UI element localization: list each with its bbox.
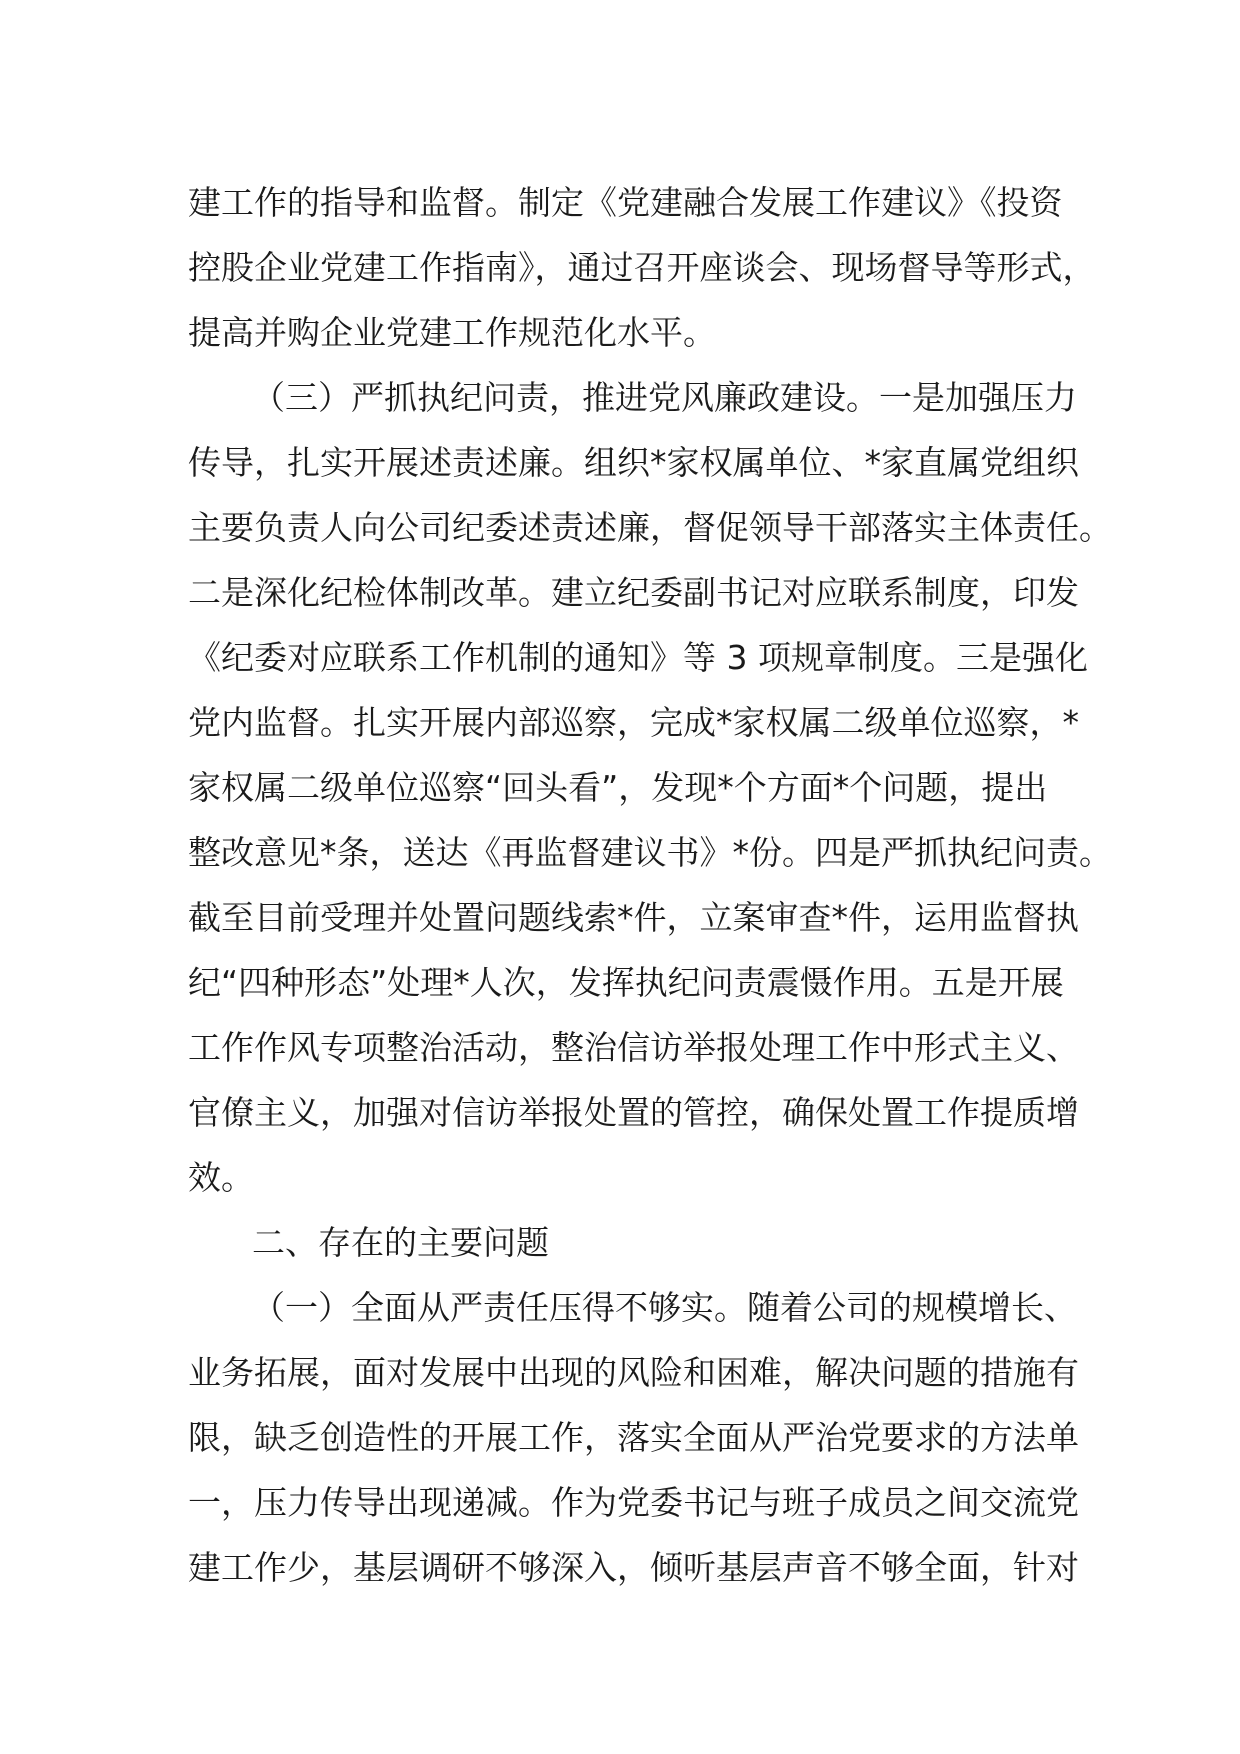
paragraph-line: 业务拓展，面对发展中出现的风险和困难，解决问题的措施有 [188, 1353, 1079, 1392]
paragraph-line: 整改意见*条，送达《再监督建议书》*份。四是严抓执纪问责。 [188, 833, 1112, 872]
section-heading-line: （三）严抓执纪问责，推进党风廉政建设。一是加强压力 [252, 378, 1077, 417]
section-title: 二、存在的主要问题 [252, 1223, 549, 1262]
subsection-heading-line: （一）全面从严责任压得不够实。随着公司的规模增长、 [252, 1288, 1077, 1327]
paragraph-line: 建工作少，基层调研不够深入，倾听基层声音不够全面，针对 [188, 1548, 1079, 1587]
document-body [188, 170, 1112, 1600]
paragraph-line: 传导，扎实开展述责述廉。组织*家权属单位、*家直属党组织 [188, 443, 1079, 482]
paragraph-line: 官僚主义，加强对信访举报处置的管控，确保处置工作提质增 [188, 1093, 1079, 1132]
paragraph-line: 截至目前受理并处置问题线索*件，立案审查*件，运用监督执 [188, 898, 1079, 937]
paragraph-line: 家权属二级单位巡察“回头看”，发现*个方面*个问题，提出 [188, 768, 1048, 807]
paragraph-line: 控股企业党建工作指南》，通过召开座谈会、现场督导等形式， [188, 248, 1096, 287]
paragraph-line: 工作作风专项整治活动，整治信访举报处理工作中形式主义、 [188, 1028, 1079, 1067]
paragraph-line: 纪“四种形态”处理*人次，发挥执纪问责震慑作用。五是开展 [188, 963, 1064, 1002]
paragraph-line: 党内监督。扎实开展内部巡察，完成*家权属二级单位巡察，* [188, 703, 1079, 742]
paragraph-line: 一，压力传导出现递减。作为党委书记与班子成员之间交流党 [188, 1483, 1079, 1522]
paragraph-line: 提高并购企业党建工作规范化水平。 [188, 313, 716, 352]
paragraph-line: 建工作的指导和监督。制定《党建融合发展工作建议》《投资 [188, 183, 1063, 222]
paragraph-line: 《纪委对应联系工作机制的通知》等 3 项规章制度。三是强化 [188, 638, 1088, 677]
paragraph-line: 二是深化纪检体制改革。建立纪委副书记对应联系制度，印发 [188, 573, 1079, 612]
paragraph-line: 限，缺乏创造性的开展工作，落实全面从严治党要求的方法单 [188, 1418, 1079, 1457]
paragraph-line: 主要负责人向公司纪委述责述廉，督促领导干部落实主体责任。 [188, 508, 1112, 547]
paragraph-line: 效。 [188, 1158, 254, 1197]
